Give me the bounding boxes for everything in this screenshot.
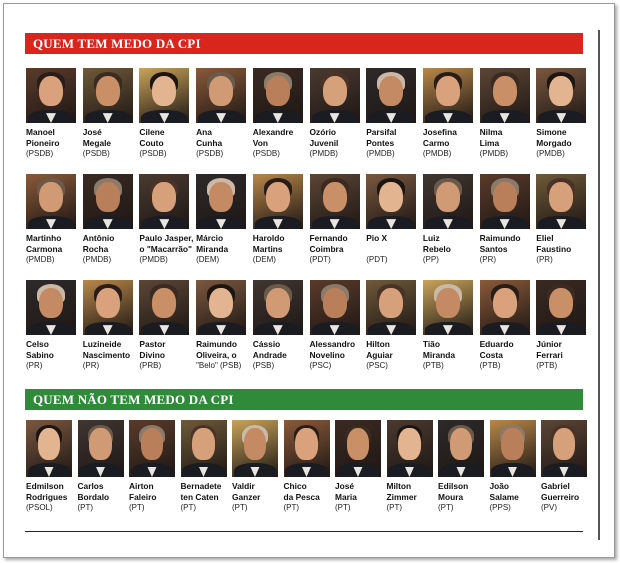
member-photo (181, 420, 227, 477)
member-name (423, 339, 478, 360)
member-name-line: Milton (386, 481, 412, 491)
member-name (26, 127, 81, 148)
member-name-line: Costa (479, 349, 503, 360)
member-photo (26, 174, 76, 229)
member-party: (PTB) (479, 361, 501, 370)
member-name (26, 233, 81, 254)
member-party: (PP) (422, 255, 439, 264)
member-party: (PT) (283, 503, 300, 512)
member-card (310, 174, 365, 265)
member-card (541, 420, 591, 513)
member-name (253, 233, 308, 254)
member-party: (PV) (541, 503, 557, 512)
member-name-line: Haroldo (252, 233, 285, 243)
member-photo (438, 420, 484, 477)
member-photo (196, 174, 246, 229)
member-card (83, 174, 138, 265)
member-name-line: Bordalo (77, 491, 110, 502)
member-name-line: Pio X (366, 233, 388, 243)
member-photo (83, 174, 133, 229)
member-party: (PSC) (309, 361, 332, 370)
member-party: (PT) (335, 503, 351, 512)
member-name-line: Luzineide (82, 339, 122, 349)
member-name-line: Andrade (252, 349, 287, 360)
member-name-line: Cunha (196, 137, 223, 148)
member-name (139, 233, 194, 254)
member-photo (387, 420, 433, 477)
member-photo (78, 420, 124, 477)
member-photo (423, 174, 473, 229)
member-party: (PSDB) (82, 149, 110, 158)
member-name-line: Divino (139, 349, 165, 360)
member-name-line: Edmilson (26, 481, 64, 491)
member-name-line: Juvenil (309, 137, 339, 148)
member-name-line: Aguiar (366, 349, 393, 360)
member-photo (335, 420, 381, 477)
member-name-line: Júnior (536, 339, 562, 349)
member-card (78, 420, 128, 513)
member-name (129, 481, 179, 502)
member-name-line: Couto (139, 137, 164, 148)
member-name (310, 127, 365, 148)
member-name-line: Zimmer (386, 491, 417, 502)
member-card (253, 68, 308, 159)
member-name-line: Carmona (26, 243, 63, 254)
member-name-line: Alexandre (252, 127, 294, 137)
member-name (438, 481, 488, 502)
member-photo (26, 280, 76, 335)
member-name (536, 127, 591, 148)
member-name-line: Guerreiro (541, 491, 580, 502)
member-party: (PT) (180, 503, 197, 512)
member-name-line: João (489, 481, 510, 491)
member-party: (PR) (82, 361, 100, 370)
member-name-line: Josefina (422, 127, 457, 137)
member-party: (PDT) (309, 255, 331, 264)
member-name-line: Eduardo (479, 339, 514, 349)
member-card (335, 420, 385, 513)
member-name-line: Parsifal (366, 127, 397, 137)
member-name (490, 481, 540, 502)
member-card (253, 174, 308, 265)
member-card (423, 174, 478, 265)
member-party: (PMDB) (422, 149, 452, 158)
member-party: (PR) (536, 255, 553, 264)
member-name-line: Cilene (139, 127, 165, 137)
member-party: (PMDB) (479, 149, 509, 158)
member-name-line: Ana (196, 127, 212, 137)
member-photo (310, 280, 360, 335)
member-name (536, 233, 591, 254)
member-photo (139, 280, 189, 335)
member-party: (PSDB) (252, 149, 280, 158)
member-name (196, 233, 251, 254)
member-name (310, 233, 365, 254)
member-party: (PR) (479, 255, 497, 264)
member-name (253, 127, 308, 148)
member-photo (196, 280, 246, 335)
member-name-line: Pastor (139, 339, 166, 349)
member-photo (26, 420, 72, 477)
member-photo (423, 68, 473, 123)
member-photo (366, 68, 416, 123)
member-name-line: Coimbra (309, 243, 344, 254)
member-card (423, 68, 478, 159)
member-card (26, 68, 81, 159)
member-name (139, 127, 194, 148)
member-name (423, 127, 478, 148)
member-party: (PMDB) (139, 255, 168, 264)
member-name (26, 339, 81, 360)
member-name (387, 481, 437, 502)
member-card (181, 420, 231, 513)
member-card (196, 280, 251, 371)
member-photo (139, 174, 189, 229)
member-card (232, 420, 282, 513)
member-card (490, 420, 540, 513)
member-party: (PSDB) (26, 149, 54, 158)
member-photo (480, 68, 530, 123)
member-photo (139, 68, 189, 123)
member-name-line: Antônio (82, 233, 115, 243)
member-name-line: José (82, 127, 102, 137)
member-name-line: Raimundo (196, 339, 238, 349)
member-name-line: Eliel (536, 233, 554, 243)
member-name-line: Cássio (252, 339, 281, 349)
member-name (139, 339, 194, 360)
member-card (536, 280, 591, 371)
member-card (366, 174, 421, 265)
member-name (480, 339, 535, 360)
member-name-line (366, 244, 421, 255)
member-card (366, 280, 421, 371)
member-name-line: Alessandro (309, 339, 356, 349)
member-party: (PSB) (252, 361, 275, 370)
member-photo (423, 280, 473, 335)
member-name-line: José (335, 481, 355, 491)
member-name (310, 339, 365, 360)
member-name-line: Hilton (366, 339, 390, 349)
member-party: (PMDB) (82, 255, 112, 264)
member-name-line: Celso (26, 339, 49, 349)
member-party: (PTB) (422, 361, 444, 370)
member-card (139, 280, 194, 371)
member-card (129, 420, 179, 513)
member-name-line: Gabriel (541, 481, 570, 491)
member-name (480, 127, 535, 148)
member-name-line: Manoel (26, 127, 55, 137)
member-party: (PT) (232, 503, 248, 512)
member-name (366, 339, 421, 360)
member-photo (541, 420, 587, 477)
member-name-line: Nascimento (82, 349, 131, 360)
member-name-line: Maria (335, 491, 357, 502)
member-name (78, 481, 128, 502)
member-name (83, 339, 138, 360)
member-party: (PTB) (536, 361, 558, 370)
member-party: (PMDB) (26, 255, 55, 264)
member-name (181, 481, 231, 502)
member-card (423, 280, 478, 371)
member-name-line: Oliveira, o (196, 349, 237, 360)
member-name-line: Luiz (422, 233, 440, 243)
member-name (541, 481, 591, 502)
member-name-line: Paulo Jasper, (139, 233, 194, 243)
member-photo (366, 174, 416, 229)
member-name-line: Morgado (536, 137, 572, 148)
member-name-line: Faleiro (129, 491, 157, 502)
member-party: (PT) (386, 503, 403, 512)
member-name-line: Sabino (26, 349, 54, 360)
member-name-line: Megale (82, 137, 112, 148)
member-party: (PT) (438, 503, 454, 512)
member-card (196, 174, 251, 265)
member-name-line: Carlos (77, 481, 104, 491)
member-name (366, 127, 421, 148)
member-photo (480, 280, 530, 335)
member-card (26, 420, 76, 513)
member-name (423, 233, 478, 254)
member-card (480, 68, 535, 159)
member-photo (536, 68, 586, 123)
member-photo (536, 280, 586, 335)
member-card (196, 68, 251, 159)
member-name-line: Simone (536, 127, 567, 137)
bottom-rule (25, 531, 583, 532)
member-name (232, 481, 282, 502)
member-photo (232, 420, 278, 477)
afraid-section-banner: QUEM TEM MEDO DA CPI (25, 33, 583, 54)
member-card (139, 68, 194, 159)
member-name-line: Pontes (366, 137, 395, 148)
member-party: (PSDB) (139, 149, 167, 158)
member-name (536, 339, 591, 360)
member-party: (DEM) (196, 255, 220, 264)
member-party: (PMDB) (536, 149, 565, 158)
member-photo (83, 68, 133, 123)
member-name-line: ten Caten (180, 491, 219, 502)
member-name-line: Márcio (196, 233, 224, 243)
member-party: (DEM) (252, 255, 276, 264)
member-name-line: Martinho (26, 233, 62, 243)
member-party: (PSOL) (26, 503, 53, 512)
member-party: (PPS) (489, 503, 511, 512)
member-card (26, 280, 81, 371)
member-name (253, 339, 308, 360)
member-card (536, 174, 591, 265)
member-name-line: Von (252, 137, 268, 148)
member-party: (PMDB) (309, 149, 338, 158)
not-afraid-section-banner: QUEM NÃO TEM MEDO DA CPI (25, 389, 583, 410)
member-party: (PT) (129, 503, 145, 512)
member-photo (536, 174, 586, 229)
member-party: (PT) (77, 503, 94, 512)
member-name-line: Santos (479, 243, 508, 254)
member-photo (83, 280, 133, 335)
member-name-line: Fernando (309, 233, 348, 243)
member-name-line: Bernadete (180, 481, 222, 491)
member-party: (PR) (26, 361, 43, 370)
member-card (536, 68, 591, 159)
member-card (480, 174, 535, 265)
member-photo (26, 68, 76, 123)
member-name-line: Ferrari (536, 349, 563, 360)
member-name-line: Tião (422, 339, 440, 349)
member-name-line: Edilson (438, 481, 469, 491)
member-name (196, 127, 251, 148)
member-card (83, 68, 138, 159)
member-name-line: Miranda (196, 243, 229, 254)
member-card (26, 174, 81, 265)
member-party: (PMDB) (366, 149, 395, 158)
member-card (284, 420, 334, 513)
member-party: (PRB) (139, 361, 162, 370)
member-photo (253, 280, 303, 335)
member-name (366, 233, 421, 254)
member-name (83, 127, 138, 148)
member-card (83, 280, 138, 371)
member-name-line: Pioneiro (26, 137, 60, 148)
member-name-line: Miranda (422, 349, 456, 360)
member-name (335, 481, 385, 502)
member-photo (480, 174, 530, 229)
member-name-line: Lima (479, 137, 500, 148)
member-name-line: Salame (489, 491, 519, 502)
member-card (438, 420, 488, 513)
member-name-line: Airton (129, 481, 154, 491)
member-name-line: Rocha (82, 243, 109, 254)
member-photo (129, 420, 175, 477)
member-card (366, 68, 421, 159)
member-party: (PSDB) (196, 149, 224, 158)
member-name-line: Valdir (232, 481, 255, 491)
member-name-line: Raimundo (479, 233, 521, 243)
member-card (310, 68, 365, 159)
member-name-line: Ozório (309, 127, 337, 137)
member-photo (253, 68, 303, 123)
member-name-line: Moura (438, 491, 464, 502)
member-name (284, 481, 334, 502)
member-card (310, 280, 365, 371)
member-party: "Belo" (PSB) (196, 361, 242, 370)
member-card (139, 174, 194, 265)
member-party: (PSC) (366, 361, 388, 370)
member-photo (196, 68, 246, 123)
member-name-line: Novelino (309, 349, 345, 360)
member-name-line: Nilma (479, 127, 503, 137)
member-name-line: o "Macarrão" (139, 243, 193, 254)
member-name-line: Chico (283, 481, 307, 491)
member-name-line: Ganzer (232, 491, 261, 502)
member-photo (310, 174, 360, 229)
member-card (387, 420, 437, 513)
member-name-line: Faustino (536, 243, 572, 254)
member-photo (366, 280, 416, 335)
member-name-line: da Pesca (283, 491, 320, 502)
member-photo (284, 420, 330, 477)
member-card (480, 280, 535, 371)
member-name-line: Rebelo (422, 243, 451, 254)
member-name (196, 339, 251, 360)
member-name (83, 233, 138, 254)
member-photo (253, 174, 303, 229)
member-name-line: Martins (252, 243, 283, 254)
member-name (26, 481, 76, 502)
member-name-line: Carmo (422, 137, 450, 148)
member-card (253, 280, 308, 371)
member-photo (310, 68, 360, 123)
member-name (480, 233, 535, 254)
member-party: (PDT) (366, 255, 388, 264)
member-name-line: Rodrigues (26, 491, 68, 502)
member-photo (490, 420, 536, 477)
side-rule (598, 30, 600, 540)
